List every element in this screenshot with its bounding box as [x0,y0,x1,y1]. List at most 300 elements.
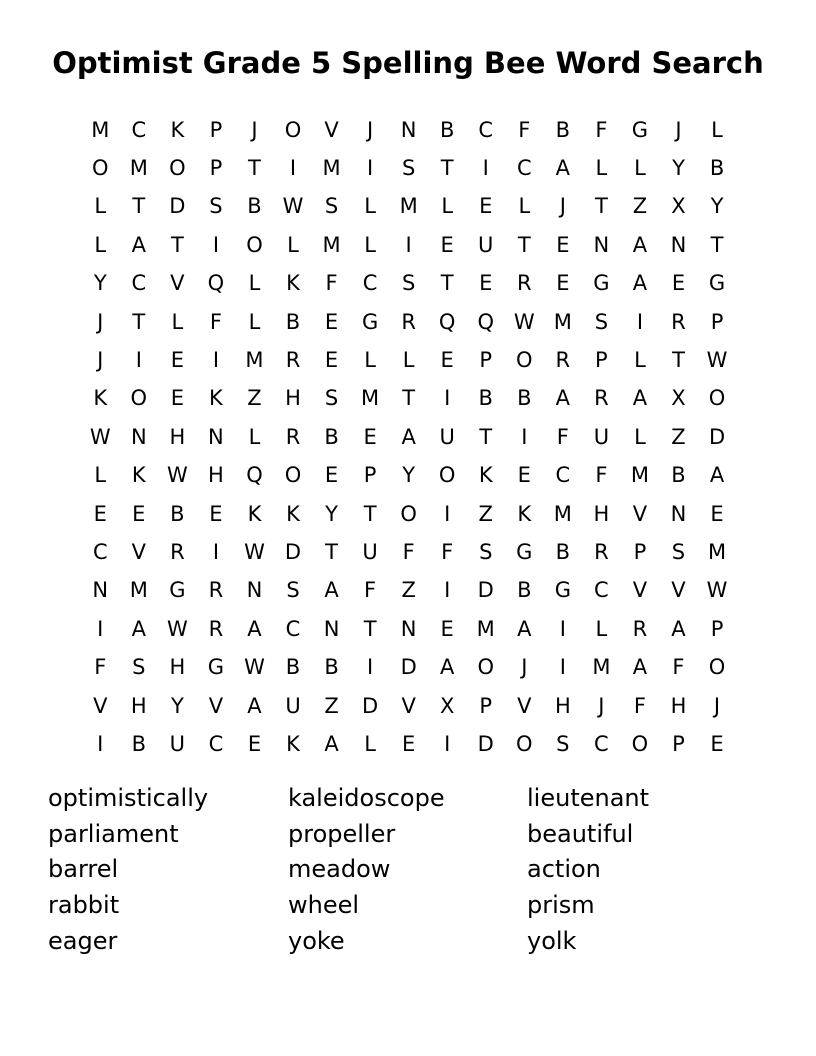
grid-letter: Z [671,424,686,449]
grid-letter: C [208,731,224,756]
grid-letter: E [556,271,570,296]
grid-letter: V [93,693,108,718]
grid-letter: A [247,616,262,641]
grid-letter: Y [325,501,338,526]
grid-letter: W [166,463,188,488]
grid-letter: D [477,731,494,756]
grid-letter: J [521,655,528,680]
grid-letter: P [710,309,724,334]
grid-letter: K [247,501,262,526]
grid-letter: E [93,501,107,526]
grid-letter: U [478,232,494,257]
grid-letter: E [324,348,339,373]
grid-letter: F [441,539,454,564]
grid-letter: I [521,424,528,449]
grid-letter: I [482,156,489,181]
grid-letter: M [91,117,110,142]
grid-letter: V [208,693,224,718]
grid-letter: Y [672,156,685,181]
grid-letter: J [97,309,104,334]
grid-letter: T [710,232,724,257]
grid-letter: D [362,693,379,718]
grid-letter: O [516,348,533,373]
grid-letter: B [170,501,185,526]
grid-letter: A [555,386,571,411]
word-list-item: rabbit [48,891,120,920]
grid-letter: I [405,232,412,257]
grid-letter: R [671,309,686,334]
grid-letter: V [632,578,648,603]
grid-letter: P [672,731,685,756]
grid-letter: I [444,386,451,411]
grid-letter: E [170,386,184,411]
grid-letter: A [131,616,146,641]
grid-letter: T [672,348,685,373]
grid-letter: S [671,539,686,564]
grid-letter: T [248,156,261,181]
grid-letter: T [440,271,454,296]
grid-letter: Q [477,309,494,334]
grid-letter: S [594,309,609,334]
grid-letter: P [363,463,377,488]
grid-letter: K [286,501,300,526]
grid-letter: W [166,616,188,641]
grid-letter: E [440,232,454,257]
grid-letter: U [285,693,301,718]
word-list-item: yoke [288,926,345,955]
word-list-column [288,781,527,960]
grid-letter: L [441,194,454,219]
grid-letter: T [402,386,416,411]
grid-letter: M [476,616,495,641]
word-list-item: kaleidoscope [288,784,445,812]
grid-letter: B [247,194,262,219]
grid-letter: Z [247,386,262,411]
grid-letter: B [478,386,493,411]
grid-letter: A [131,232,146,257]
grid-letter: O [708,386,726,411]
grid-letter: A [671,616,686,641]
grid-letter: L [364,348,376,373]
grid-letter: R [208,578,224,603]
grid-letter: C [594,731,609,756]
grid-letter: H [593,501,610,526]
grid-letter: L [94,194,107,219]
word-list-item: optimistically [48,784,209,812]
grid-letter: M [553,501,572,526]
grid-letter: C [285,616,301,641]
grid-letter: L [518,194,531,219]
word-list-column [48,781,288,960]
grid-letter: J [97,348,104,373]
grid-letter: J [559,194,566,219]
grid-letter: T [363,501,377,526]
grid-letter: H [169,655,186,680]
grid-letter: L [94,463,107,488]
grid-letter: I [559,655,566,680]
grid-letter: M [361,386,380,411]
grid-letter: N [593,232,610,257]
grid-letter: E [402,731,416,756]
word-list [48,781,768,960]
grid-letter: G [169,578,186,603]
grid-letter: F [595,463,608,488]
grid-letter: N [92,578,109,603]
grid-letter: I [135,348,142,373]
grid-letter: E [132,501,146,526]
grid-letter: J [367,117,374,142]
grid-letter: W [282,194,304,219]
grid-letter: F [325,271,338,296]
grid-letter: S [286,578,300,603]
grid-letter: M [592,655,611,680]
grid-letter: M [129,156,148,181]
grid-letter: B [517,578,532,603]
word-list-item: barrel [48,855,119,884]
grid-letter: R [285,348,301,373]
grid-letter: R [594,539,609,564]
grid-letter: P [209,156,223,181]
grid-letter: O [246,232,263,257]
grid-letter: R [285,424,301,449]
word-list-column [527,781,768,960]
grid-letter: B [555,117,571,142]
grid-letter: X [671,194,686,219]
grid-letter: B [131,731,147,756]
grid-letter: A [517,616,532,641]
grid-letter: A [709,463,725,488]
grid-letter: T [594,194,608,219]
grid-letter: A [632,655,648,680]
grid-letter: D [400,655,417,680]
grid-letter: B [517,386,532,411]
grid-letter: G [207,655,225,680]
grid-letter: L [711,117,723,142]
grid-letter: F [633,693,646,718]
grid-letter: E [324,463,339,488]
grid-letter: M [322,156,341,181]
grid-letter: G [631,117,649,142]
grid-letter: O [400,501,417,526]
grid-letter: L [402,348,415,373]
grid-letter: N [246,578,263,603]
grid-letter: C [362,271,378,296]
grid-letter: Z [324,693,339,718]
grid-letter: B [324,424,339,449]
grid-letter: H [554,693,571,718]
word-list-item: action [527,855,601,884]
grid-letter: I [367,156,374,181]
grid-letter: A [401,424,416,449]
grid-letter: E [671,271,686,296]
grid-letter: E [363,424,377,449]
grid-letter: T [132,194,146,219]
grid-letter: L [171,309,184,334]
grid-letter: G [516,539,533,564]
grid-letter: U [362,539,378,564]
word-list-item: beautiful [527,819,634,848]
grid-letter: T [325,539,338,564]
grid-letter: B [285,309,301,334]
word-list-item: lieutenant [527,784,650,812]
grid-letter: I [636,309,644,334]
grid-letter: N [400,616,417,641]
grid-letter: K [286,731,300,756]
grid-letter: M [707,539,727,564]
grid-letter: F [556,424,569,449]
grid-letter: G [593,271,610,296]
grid-letter: K [93,386,108,411]
word-search-grid [81,111,736,764]
grid-letter: S [132,655,146,680]
grid-letter: S [401,271,416,296]
grid-letter: G [708,271,726,296]
grid-letter: Z [401,578,416,603]
grid-letter: C [594,578,609,603]
grid-letter: E [710,501,724,526]
grid-letter: E [710,731,724,756]
grid-letter: A [324,578,339,603]
grid-letter: X [671,386,686,411]
grid-letter: H [208,463,224,488]
grid-letter: R [170,539,185,564]
grid-letter: P [633,539,647,564]
grid-letter: C [92,539,108,564]
grid-letter: S [209,194,223,219]
grid-letter: S [324,386,339,411]
grid-letter: O [284,117,302,142]
grid-letter: U [169,731,186,756]
grid-letter: N [670,232,687,257]
grid-letter: I [212,348,220,373]
grid-letter: F [672,655,685,680]
grid-letter: I [559,616,566,641]
grid-letter: O [477,655,494,680]
grid-letter: K [170,117,185,142]
grid-letter: R [632,616,648,641]
grid-letter: D [477,578,494,603]
grid-letter: C [131,271,147,296]
grid-letter: S [479,539,493,564]
grid-letter: N [130,424,147,449]
grid-letter: Z [478,501,493,526]
grid-letter: R [516,271,532,296]
grid-letter: V [401,693,416,718]
grid-letter: P [595,348,608,373]
grid-letter: L [634,348,646,373]
grid-letter: E [324,309,339,334]
grid-letter: A [632,271,648,296]
grid-letter: C [478,117,494,142]
grid-letter: D [169,194,186,219]
grid-letter: O [130,386,148,411]
grid-letter: L [248,424,261,449]
grid-letter: R [208,616,224,641]
grid-letter: E [247,731,262,756]
grid-letter: A [247,693,262,718]
grid-letter: O [438,463,456,488]
grid-letter: I [289,156,297,181]
grid-letter: M [129,578,148,603]
grid-letter: U [593,424,610,449]
grid-letter: E [440,348,454,373]
grid-letter: J [251,117,258,142]
grid-letter: K [478,463,493,488]
grid-letter: H [670,693,687,718]
word-list-item: meadow [288,855,391,884]
grid-letter: D [708,424,726,449]
grid-letter: L [248,309,261,334]
grid-letter: C [131,117,147,142]
grid-letter: V [517,693,532,718]
grid-letter: T [170,232,184,257]
grid-letter: I [97,616,104,641]
grid-letter: M [322,232,341,257]
grid-letter: Y [710,194,724,219]
grid-letter: Y [402,463,416,488]
grid-letter: Y [170,693,184,718]
grid-letter: S [324,194,339,219]
grid-letter: T [132,309,146,334]
grid-letter: P [479,693,493,718]
grid-letter: E [479,271,493,296]
grid-letter: P [710,616,724,641]
grid-letter: H [130,693,147,718]
grid-letter: T [363,616,377,641]
grid-letter: L [287,232,299,257]
grid-letter: Q [438,309,456,334]
grid-letter: J [598,693,605,718]
grid-letter: E [440,616,454,641]
grid-letter: O [631,731,649,756]
grid-letter: F [94,655,107,680]
grid-letter: E [170,348,184,373]
grid-letter: A [632,386,648,411]
grid-letter: W [706,348,728,373]
grid-letter: A [555,156,571,181]
grid-letter: N [323,616,340,641]
word-list-item: propeller [288,819,396,848]
grid-letter: J [713,693,721,718]
grid-letter: V [671,578,686,603]
grid-letter: L [595,156,608,181]
grid-letter: W [513,309,535,334]
grid-letter: N [670,501,687,526]
grid-letter: S [556,731,570,756]
grid-letter: I [212,232,220,257]
grid-letter: M [630,463,649,488]
grid-letter: R [401,309,416,334]
grid-letter: O [92,156,109,181]
grid-letter: E [209,501,223,526]
grid-letter: M [399,194,418,219]
grid-letter: O [516,731,533,756]
grid-letter: Y [93,271,107,296]
grid-letter: F [364,578,377,603]
grid-letter: L [634,424,646,449]
grid-letter: F [518,117,531,142]
grid-letter: C [516,156,532,181]
grid-letter: H [285,386,301,411]
grid-letter: W [244,539,265,564]
word-list-item: wheel [288,891,360,920]
grid-letter: R [594,386,609,411]
grid-letter: O [708,655,726,680]
grid-letter: L [364,731,376,756]
grid-letter: T [440,156,454,181]
grid-letter: H [169,424,186,449]
grid-letter: V [324,117,339,142]
grid-letter: L [364,232,376,257]
grid-letter: O [284,463,302,488]
grid-letter: B [324,655,339,680]
grid-letter: V [170,271,185,296]
grid-letter: Q [246,463,263,488]
grid-letter: W [706,578,728,603]
grid-letter: I [97,731,104,756]
grid-letter: P [209,117,223,142]
grid-letter: W [89,424,111,449]
grid-letter: T [479,424,493,449]
word-list-item: yolk [527,926,577,955]
grid-letter: F [209,309,222,334]
grid-letter: V [131,539,146,564]
grid-letter: O [169,156,186,181]
grid-letter: B [671,463,686,488]
grid-letter: F [402,539,415,564]
grid-letter: S [401,156,416,181]
grid-letter: L [248,271,261,296]
grid-letter: B [439,117,455,142]
grid-letter: E [556,232,570,257]
word-list-item: eager [48,926,118,955]
grid-letter: I [444,731,451,756]
grid-letter: L [94,232,107,257]
grid-letter: Q [207,271,225,296]
grid-letter: T [517,232,531,257]
word-list-item: prism [527,891,595,920]
grid-letter: I [444,578,451,603]
grid-letter: N [208,424,224,449]
grid-letter: P [479,348,493,373]
grid-letter: I [444,501,451,526]
grid-letter: X [440,693,455,718]
page-title: Optimist Grade 5 Spelling Bee Word Search [52,46,764,80]
grid-letter: L [634,156,646,181]
grid-letter: B [555,539,571,564]
grid-letter: L [595,616,608,641]
grid-letter: K [517,501,532,526]
grid-letter: I [367,655,374,680]
grid-letter: F [595,117,608,142]
grid-letter: B [285,655,301,680]
grid-letter: Z [632,194,648,219]
grid-letter: G [361,309,379,334]
grid-letter: U [439,424,455,449]
grid-letter: B [709,156,725,181]
word-list-item: parliament [48,819,179,848]
grid-letter: K [131,463,146,488]
grid-letter: W [244,655,265,680]
grid-letter: L [364,194,376,219]
grid-letter: R [555,348,571,373]
grid-letter: D [284,539,302,564]
grid-letter: I [212,539,220,564]
grid-letter: K [209,386,223,411]
grid-letter: A [632,232,648,257]
grid-letter: E [479,194,493,219]
grid-letter: A [324,731,339,756]
